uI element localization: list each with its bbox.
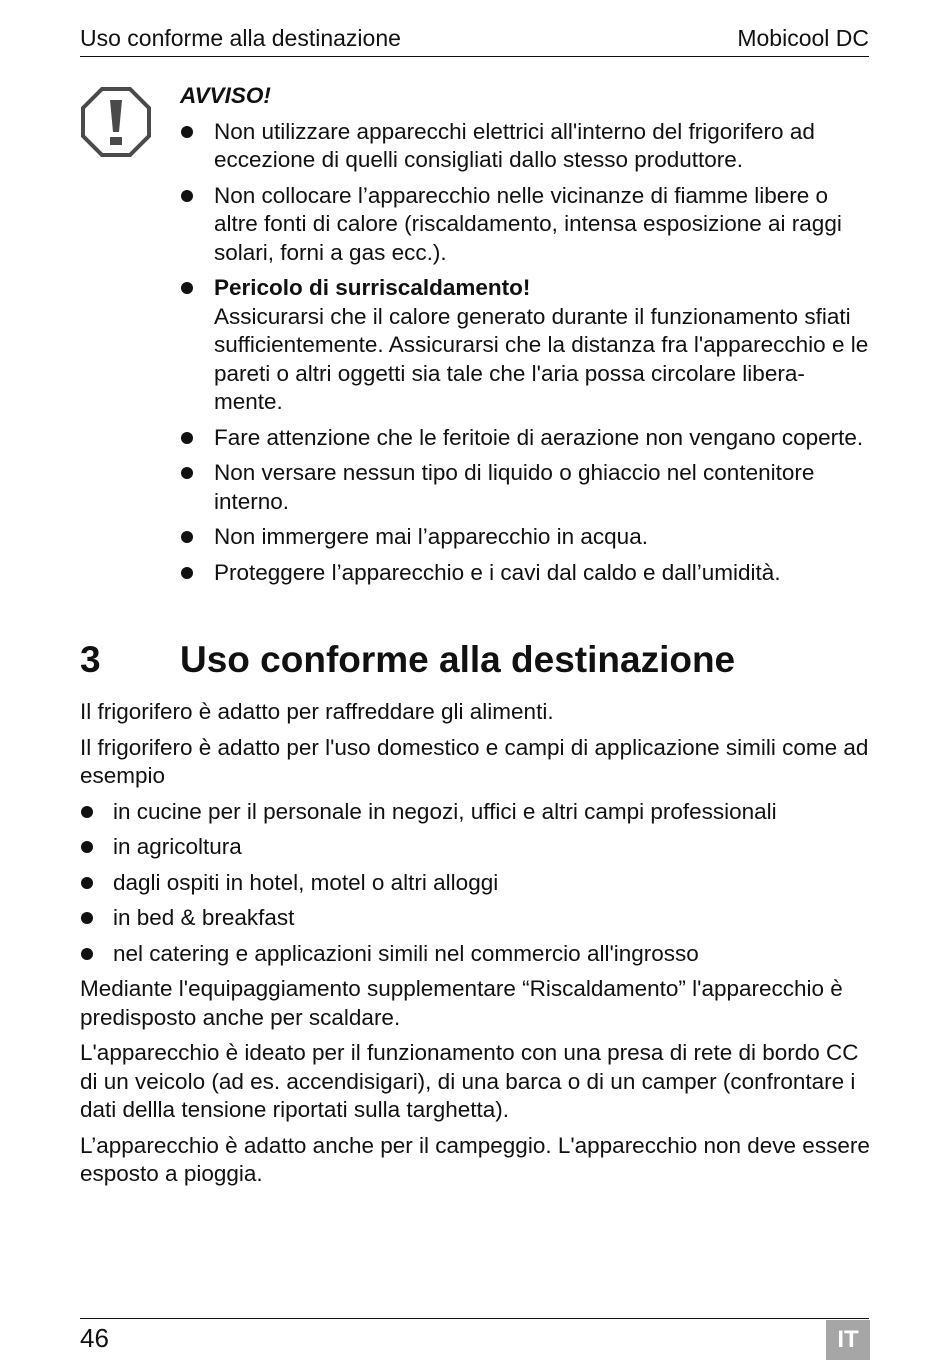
section-heading	[80, 636, 870, 684]
list-item-text: Non immergere mai l’apparecchio in acqua.	[214, 524, 648, 549]
list-item	[180, 182, 870, 268]
list-item	[80, 940, 870, 969]
section-body	[80, 698, 870, 1196]
list-item	[80, 833, 870, 862]
list-item-text: in cucine per il personale in negozi, uffici e altri campi professionali	[113, 798, 777, 824]
list-item	[80, 869, 870, 898]
section-number: 3	[80, 639, 101, 680]
list-item-text: Non collocare l’apparecchio nelle vicinanze di fiamme libere o altre fonti di calore (riscaldamento, intensa esposizione ai raggi solari, forni a gas ecc.).	[214, 182, 842, 265]
section-title: Uso conforme alla destinazione	[180, 639, 736, 680]
product-name: Mobicool DC	[737, 25, 869, 51]
list-item	[180, 424, 870, 453]
paragraph: Il frigorifero è adatto per raffreddare gli alimenti.	[80, 699, 554, 724]
running-title: Uso conforme alla destinazione	[80, 25, 401, 51]
list-item	[180, 118, 870, 175]
bullet-icon	[181, 282, 193, 294]
bullet-icon	[181, 126, 193, 138]
bullet-icon	[81, 912, 93, 924]
list-item	[80, 904, 870, 933]
bullet-icon	[181, 190, 193, 202]
usage-list	[80, 798, 870, 969]
list-item-text: dagli ospiti in hotel, motel o altri alloggi	[113, 869, 499, 895]
list-item	[180, 559, 870, 588]
bullet-icon	[81, 948, 93, 960]
paragraph: L’apparecchio è adatto anche per il campeggio. L'apparecchio non deve essere esposto a pioggia.	[80, 1132, 870, 1186]
overheating-warning-lead: Pericolo di surriscaldamento!	[214, 275, 531, 300]
list-item-text: nel catering e applicazioni simili nel commercio all'ingrosso	[113, 940, 699, 966]
notice-title: AVVISO!	[180, 83, 271, 108]
list-item-text: in agricoltura	[113, 834, 242, 859]
paragraph: Mediante l'equipaggiamento supplementare “Riscaldamento” l'apparecchio è predisposto anche per scaldare.	[80, 976, 843, 1030]
list-item-text: Fare attenzione che le feritoie di aerazione non vengano coperte.	[214, 424, 864, 450]
warning-list	[180, 118, 870, 588]
paragraph: L'apparecchio è ideato per il funzionamento con una presa di rete di bordo CC di un veicolo (ad es. accendisigari), di una barca o di un camper (confrontare i dati dellla tensione riportati sulla targhetta).	[80, 1040, 859, 1122]
list-item	[180, 523, 870, 552]
warning-notice	[180, 82, 870, 594]
footer-divider	[80, 1318, 869, 1319]
bullet-icon	[181, 567, 193, 579]
warning-exclamation-octagon-icon	[80, 86, 152, 158]
page-number: 46	[80, 1323, 109, 1353]
paragraph: Il frigorifero è adatto per l'uso domestico e campi di applicazione simili come ad esempio	[80, 734, 869, 788]
bullet-icon	[181, 432, 193, 444]
list-item-text: Non versare nessun tipo di liquido o ghiaccio nel contenitore interno.	[214, 460, 815, 514]
bullet-icon	[81, 806, 93, 818]
bullet-icon	[81, 877, 93, 889]
list-item	[180, 459, 870, 516]
list-item-text: Non utilizzare apparecchi elettrici all'interno del frigorifero ad eccezione di quelli consigliati dallo stesso produttore.	[214, 118, 815, 172]
page-header	[80, 22, 869, 57]
bullet-icon	[181, 531, 193, 543]
list-item	[80, 798, 870, 827]
list-item-text: Assicurarsi che il calore generato durante il funzionamento sfiati sufficientemente. Assicurarsi che la distanza fra l'apparecchio e le pareti o altri oggetti sia tale che l'aria possa circolare libera-mente.	[214, 303, 869, 414]
list-item	[180, 274, 870, 417]
list-item-text: Proteggere l’apparecchio e i cavi dal caldo e dall’umidità.	[214, 559, 781, 585]
bullet-icon	[181, 467, 193, 479]
list-item-text: in bed & breakfast	[113, 905, 295, 930]
language-tab: IT	[826, 1320, 870, 1360]
bullet-icon	[81, 841, 93, 853]
